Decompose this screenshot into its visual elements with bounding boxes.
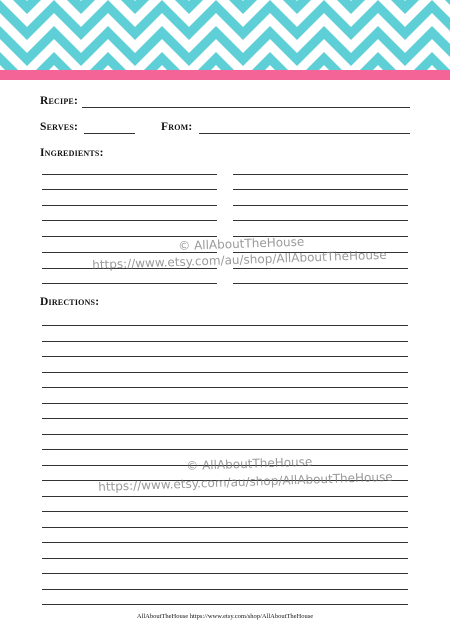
direction-line[interactable] bbox=[42, 558, 408, 559]
recipe-label: Recipe: bbox=[40, 95, 78, 107]
direction-line[interactable] bbox=[42, 511, 408, 512]
ingredient-line-right[interactable] bbox=[233, 189, 408, 190]
ingredients-label: Ingredients: bbox=[40, 147, 104, 159]
serves-label: Serves: bbox=[40, 121, 79, 133]
direction-line[interactable] bbox=[42, 573, 408, 574]
ingredient-line-left[interactable] bbox=[42, 236, 217, 237]
direction-line[interactable] bbox=[42, 418, 408, 419]
ingredient-line-left[interactable] bbox=[42, 220, 217, 221]
ingredient-line-right[interactable] bbox=[233, 268, 408, 269]
ingredient-line-left[interactable] bbox=[42, 205, 217, 206]
ingredient-line-left[interactable] bbox=[42, 174, 217, 175]
watermark-copyright-upper: © AllAboutTheHouse bbox=[178, 234, 305, 253]
footer-credit: AllAboutTheHouse https://www.etsy.com/shop/AllAboutTheHouse bbox=[136, 613, 314, 620]
pink-header-stripe bbox=[0, 70, 450, 80]
direction-line[interactable] bbox=[42, 604, 408, 605]
ingredient-line-right[interactable] bbox=[233, 283, 408, 284]
serves-input-line[interactable] bbox=[84, 133, 135, 134]
direction-line[interactable] bbox=[42, 356, 408, 357]
direction-line[interactable] bbox=[42, 434, 408, 435]
watermark-url-upper: https://www.etsy.com/au/shop/AllAboutTheHouse bbox=[92, 247, 387, 272]
chevron-header-pattern bbox=[0, 0, 450, 70]
direction-line[interactable] bbox=[42, 387, 408, 388]
direction-line[interactable] bbox=[42, 372, 408, 373]
ingredient-line-left[interactable] bbox=[42, 283, 217, 284]
direction-line[interactable] bbox=[42, 325, 408, 326]
direction-line[interactable] bbox=[42, 403, 408, 404]
from-label: From: bbox=[161, 121, 193, 133]
recipe-input-line[interactable] bbox=[82, 107, 410, 108]
ingredient-line-right[interactable] bbox=[233, 220, 408, 221]
watermark-url-lower: https://www.etsy.com/au/shop/AllAboutTheHouse bbox=[98, 469, 393, 494]
directions-label: Directions: bbox=[40, 296, 100, 308]
watermark-copyright-lower: © AllAboutTheHouse bbox=[186, 454, 313, 473]
ingredient-line-left[interactable] bbox=[42, 189, 217, 190]
direction-line[interactable] bbox=[42, 527, 408, 528]
direction-line[interactable] bbox=[42, 589, 408, 590]
ingredient-line-right[interactable] bbox=[233, 174, 408, 175]
direction-line[interactable] bbox=[42, 496, 408, 497]
ingredient-line-right[interactable] bbox=[233, 205, 408, 206]
direction-line[interactable] bbox=[42, 449, 408, 450]
direction-line[interactable] bbox=[42, 341, 408, 342]
direction-line[interactable] bbox=[42, 542, 408, 543]
from-input-line[interactable] bbox=[199, 133, 410, 134]
